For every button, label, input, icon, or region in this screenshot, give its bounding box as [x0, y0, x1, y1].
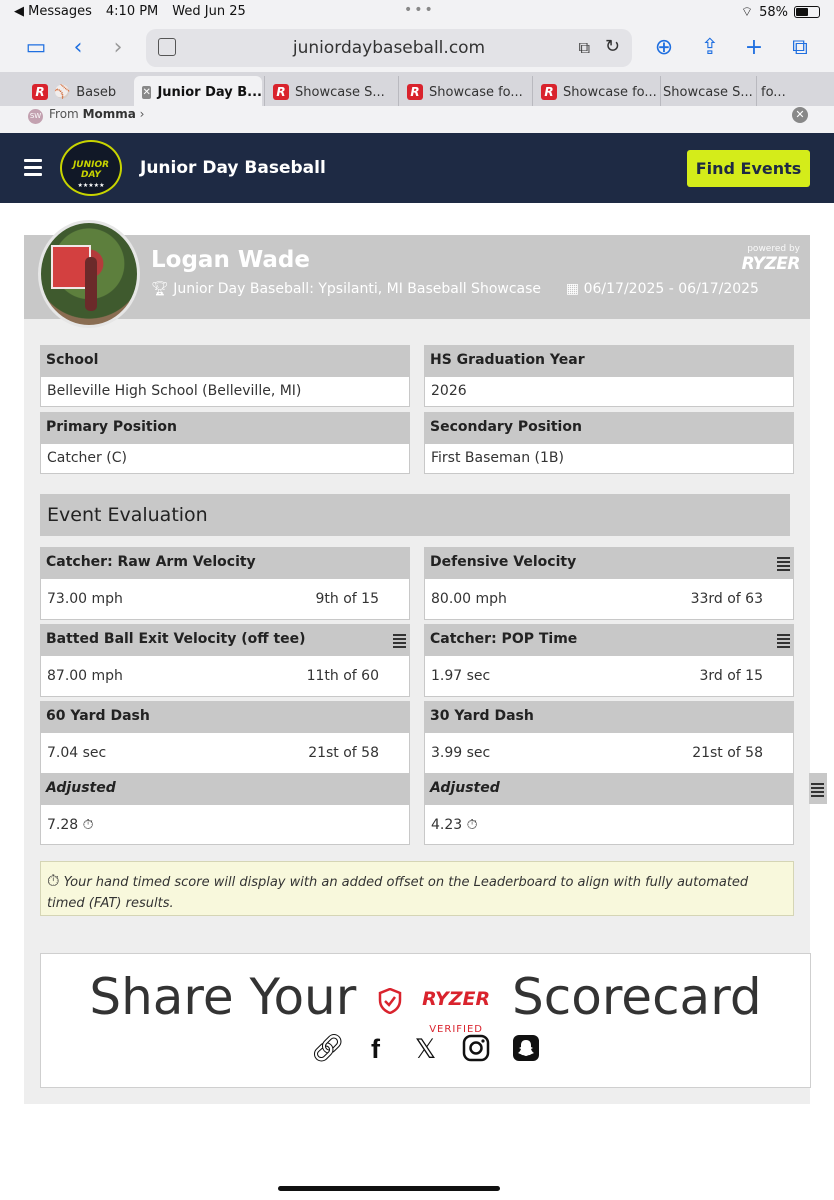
metric-label: Adjusted	[40, 773, 410, 804]
field-label: Primary Position	[40, 412, 410, 443]
metric-label: 30 Yard Dash	[424, 701, 794, 732]
secondary-position-field	[424, 412, 794, 474]
snapchat-icon[interactable]	[511, 1034, 541, 1064]
event-evaluation-title: Event Evaluation	[40, 494, 790, 536]
tab-6[interactable]	[756, 76, 796, 108]
battery-percent: 58%	[759, 4, 788, 20]
primary-position-field	[40, 412, 410, 474]
verified-word: VERIFIED	[429, 1024, 483, 1035]
new-tab-icon[interactable]: +	[744, 35, 764, 60]
close-icon[interactable]: ✕	[792, 107, 808, 123]
tab-3[interactable]	[398, 76, 532, 108]
metric-rank: 3rd of 15	[699, 668, 763, 684]
tab-label: Showcase fo...	[563, 84, 657, 100]
trophy-icon: 🏆︎	[151, 281, 169, 297]
ryzer-icon: R	[407, 84, 423, 100]
event-dates: 06/17/2025 - 06/17/2025	[583, 281, 759, 297]
site-name[interactable]: Junior Day Baseball	[140, 158, 326, 178]
leaderboard-list-icon[interactable]	[811, 783, 824, 799]
metric-rank: 9th of 15	[315, 591, 379, 607]
metric-value: 73.00 mph	[47, 591, 123, 607]
metric-pop-time	[424, 624, 794, 697]
tab-0[interactable]	[24, 76, 134, 108]
share-scorecard-panel	[40, 953, 811, 1088]
sidebar-icon[interactable]: ▭	[25, 35, 47, 60]
from-prefix: From	[49, 107, 79, 121]
tab-5[interactable]	[660, 76, 756, 108]
school-field	[40, 345, 410, 407]
facebook-icon[interactable]: f	[371, 1034, 380, 1064]
powered-by-text: powered by	[747, 244, 800, 254]
tab-label: Showcase S...	[295, 84, 385, 100]
adjusted-30-yard	[424, 773, 794, 845]
metric-rank: 21st of 58	[692, 745, 763, 761]
tabs-overview-icon[interactable]: ⧉	[792, 35, 808, 60]
status-time: 4:10 PM	[105, 4, 159, 19]
metric-value: 87.00 mph	[47, 668, 123, 684]
field-label: School	[40, 345, 410, 376]
calendar-icon: ▦	[565, 281, 580, 297]
metric-rank: 33rd of 63	[690, 591, 763, 607]
social-share-icons	[41, 1034, 810, 1064]
stopwatch-icon: ⏱︎	[47, 871, 60, 890]
powered-by-ryzer[interactable]	[742, 244, 800, 274]
tab-label: fo...	[761, 84, 786, 100]
field-value: Belleville High School (Belleville, MI)	[40, 376, 410, 407]
shield-check-icon	[378, 988, 402, 1014]
tab-label: Showcase S...	[663, 84, 753, 100]
back-to-messages[interactable]: ◀ Messages	[14, 4, 92, 19]
logo-stars: ★★★★★	[77, 182, 105, 189]
share-title-a: Share Your	[89, 968, 357, 1026]
adjusted-60-yard	[40, 773, 410, 845]
multitask-dots[interactable]: •••	[404, 2, 435, 18]
tab-2[interactable]	[264, 76, 398, 108]
ryzer-word: RYZER	[422, 987, 491, 1010]
browser-toolbar	[0, 24, 834, 72]
download-icon[interactable]: ⊕	[654, 35, 674, 60]
wifi-icon: ⌔	[740, 5, 754, 20]
scorecard-card	[24, 235, 810, 1104]
metric-rank: 21st of 58	[308, 745, 379, 761]
from-name: Momma	[82, 107, 136, 121]
forward-icon[interactable]: ›	[113, 35, 123, 60]
link-icon[interactable]: 🔗︎	[310, 1033, 345, 1064]
metric-exit-velocity	[40, 624, 410, 697]
junior-day-logo[interactable]	[60, 140, 122, 196]
metric-label: Catcher: POP Time	[430, 631, 578, 647]
tab-4[interactable]	[532, 76, 660, 108]
metric-label: Catcher: Raw Arm Velocity	[40, 547, 410, 578]
ryzer-verified-badge	[378, 966, 490, 1035]
notice-text: Your hand timed score will display with an added offset on the Leaderboard to align with fully automated timed (FAT) results.	[47, 875, 749, 911]
reload-icon[interactable]: ↻	[604, 36, 620, 57]
stopwatch-icon: ⏱︎	[466, 817, 478, 833]
back-icon[interactable]: ‹	[73, 35, 83, 60]
metric-value: 80.00 mph	[431, 591, 507, 607]
x-icon[interactable]: 𝕏	[414, 1034, 437, 1064]
url-text: juniordaybaseball.com	[292, 38, 486, 58]
avatar: SW	[28, 109, 43, 124]
instagram-icon[interactable]	[461, 1034, 491, 1064]
ryzer-icon: R	[273, 84, 289, 100]
metric-label: Adjusted	[424, 773, 794, 804]
metric-60-yard-dash	[40, 701, 410, 774]
share-title	[41, 966, 810, 1035]
event-name: Junior Day Baseball: Ypsilanti, MI Baseball Showcase	[173, 281, 542, 297]
metric-value: 7.04 sec	[47, 745, 107, 761]
tab-bar	[0, 72, 834, 108]
metric-arm-velocity	[40, 547, 410, 620]
metric-label: 60 Yard Dash	[40, 701, 410, 732]
profile-header	[24, 235, 810, 319]
logo-text: JUNIOR DAY	[72, 160, 110, 180]
ryzer-brand: RYZER	[741, 254, 800, 274]
stopwatch-icon: ⏱︎	[82, 817, 94, 833]
shared-with-you-bar[interactable]: SW From Momma › ✕	[0, 106, 834, 133]
ryzer-icon: R	[32, 84, 48, 100]
tab-label: Baseb	[76, 84, 117, 100]
leaderboard-list-icon[interactable]	[393, 634, 406, 650]
baseball-icon: ⚾	[54, 84, 71, 100]
grad-year-field	[424, 345, 794, 407]
metric-value: 3.99 sec	[431, 745, 491, 761]
metric-rank: 11th of 60	[306, 668, 379, 684]
status-date: Wed Jun 25	[172, 4, 246, 19]
tab-label: Junior Day B...	[157, 84, 262, 100]
share-icon[interactable]: ⇪	[700, 35, 720, 60]
field-label: HS Graduation Year	[424, 345, 794, 376]
status-bar	[0, 0, 834, 24]
ryzer-icon: R	[541, 84, 557, 100]
field-value: 2026	[424, 376, 794, 407]
metric-defensive-velocity	[424, 547, 794, 620]
hamburger-menu-icon[interactable]	[24, 159, 42, 180]
share-title-b: Scorecard	[512, 968, 762, 1026]
metric-value: 1.97 sec	[431, 668, 491, 684]
metric-value: 4.23	[431, 817, 463, 833]
hand-timed-notice	[40, 861, 794, 916]
reader-icon[interactable]: ⧉	[578, 38, 590, 57]
site-header	[0, 133, 834, 203]
close-tab-icon[interactable]: ✕	[142, 86, 151, 98]
battery-icon	[794, 6, 820, 18]
field-value: Catcher (C)	[40, 443, 410, 474]
metric-value: 7.28	[47, 817, 79, 833]
leaderboard-list-icon[interactable]	[777, 557, 790, 573]
metric-label: Batted Ball Exit Velocity (off tee)	[46, 631, 306, 647]
metric-label: Defensive Velocity	[430, 554, 577, 570]
overflow-list-icon-container	[809, 773, 827, 804]
home-indicator[interactable]	[278, 1186, 500, 1191]
field-value: First Baseman (1B)	[424, 443, 794, 474]
metric-30-yard-dash	[424, 701, 794, 774]
event-meta	[151, 281, 759, 297]
tab-label: Showcase fo...	[429, 84, 523, 100]
player-photo	[38, 220, 140, 328]
find-events-button[interactable]: Find Events	[687, 150, 810, 187]
tab-1-active[interactable]	[134, 76, 262, 108]
field-label: Secondary Position	[424, 412, 794, 443]
leaderboard-list-icon[interactable]	[777, 634, 790, 650]
address-bar[interactable]	[146, 29, 632, 67]
player-name: Logan Wade	[151, 247, 310, 273]
